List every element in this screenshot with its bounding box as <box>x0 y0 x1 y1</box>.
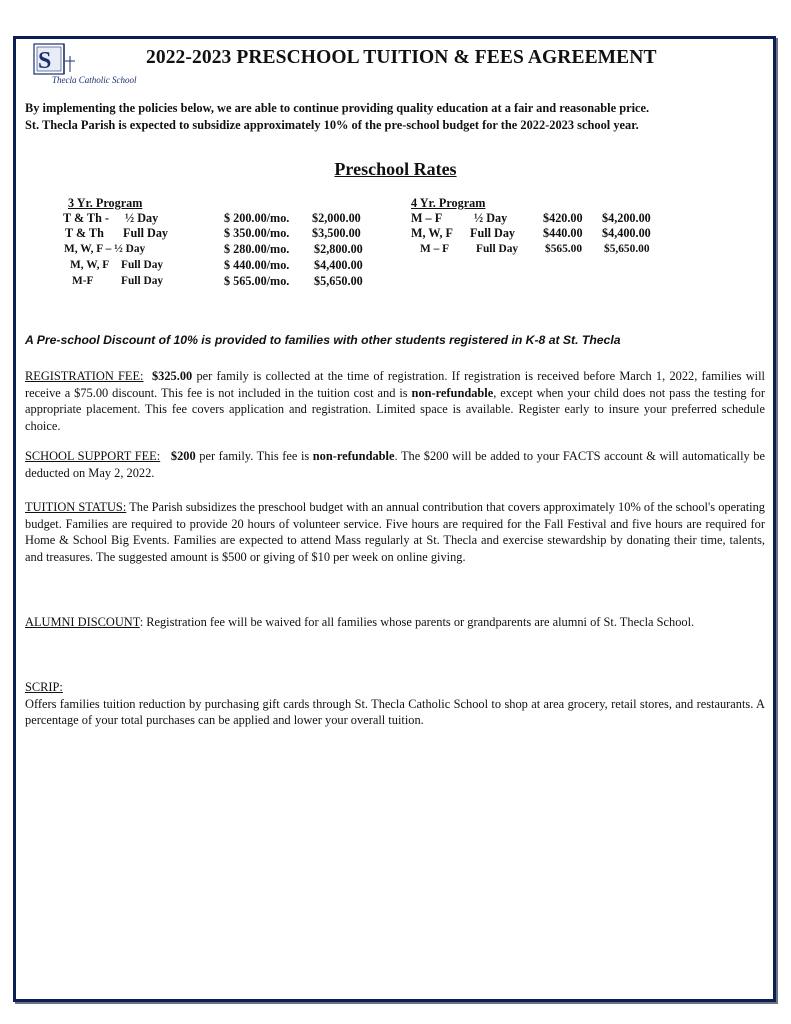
registration-fee-text: per family is collected at the time of registration. If registration is received before March 1, 2022, families will receive a $75.00 discount. This fee is not included in the tuition cost and is <box>25 369 765 400</box>
rate-days: M-F <box>72 275 94 287</box>
rate-total: $4,400.00 <box>602 226 651 240</box>
school-support-fee-section <box>25 448 765 481</box>
scrip-heading: SCRIP: <box>25 680 63 694</box>
rate-session: Full Day <box>123 226 169 240</box>
rate-total: $2,000.00 <box>312 211 361 225</box>
school-logo <box>30 42 136 92</box>
rate-days: T & Th <box>65 226 104 240</box>
tuition-status-text: The Parish subsidizes the preschool budget with an annual contribution that covers approximately 10% of the school's operating budget. Families are required to provide 20 hours of volunteer service. Five hours are required for the Fall Festival and five hours are required for Home & School Big Events. Families are expected to attend Mass regularly at St. Thecla and exercise stewardship by donating their time, talents, and treasures. The suggested amount is $500 or giving of $10 per week on online giving. <box>25 500 765 564</box>
rate-total: $3,500.00 <box>312 226 361 240</box>
rate-total: $5,650.00 <box>314 274 363 288</box>
four-year-heading: 4 Yr. Program <box>411 196 486 210</box>
registration-fee-heading: REGISTRATION FEE: <box>25 369 144 383</box>
registration-fee-text-2: , except when your child does not pass the testing for appropriate placement. This fee covers application and registration. Limited space is available. Register early to insure your preferred schedule choice. <box>25 385 765 433</box>
alumni-discount-section <box>25 614 765 631</box>
school-support-fee-heading: SCHOOL SUPPORT FEE: <box>25 449 161 463</box>
school-support-fee-text-2: . The $200 will be added to your FACTS account & will automatically be deducted on May 2, 2022. <box>25 449 765 480</box>
scrip-text: Offers families tuition reduction by purchasing gift cards through St. Thecla Catholic School to shop at area grocery, retail stores, and restaurants. A percentage of your total purchases can be applied and lower your overall tuition. <box>25 696 765 727</box>
rate-monthly: $ 565.00/mo. <box>224 274 290 288</box>
rate-session: Full Day <box>476 243 519 255</box>
rate-monthly: $ 440.00/mo. <box>224 258 290 272</box>
rate-monthly: $420.00 <box>543 211 583 225</box>
rate-monthly: $565.00 <box>545 243 583 255</box>
registration-fee-amount: $325.00 <box>151 369 193 383</box>
registration-fee-section <box>25 368 765 434</box>
rate-monthly: $ 200.00/mo. <box>224 211 290 225</box>
tuition-status-section <box>25 499 765 565</box>
rates-heading: Preschool Rates <box>334 159 457 179</box>
rate-session: ½ Day <box>474 211 508 225</box>
school-support-fee-amount: $200 <box>170 449 196 463</box>
alumni-discount-text: : Registration fee will be waived for all families whose parents or grandparents are alumni of St. Thecla School. <box>139 615 695 629</box>
logo-caption: Thecla Catholic School <box>52 75 137 85</box>
registration-non-refundable: non-refundable <box>411 385 494 400</box>
school-support-fee-text: per family. This fee is <box>195 449 313 463</box>
rate-days: M – F <box>411 211 443 225</box>
rate-session: ½ Day <box>125 211 159 225</box>
svg-text:S: S <box>38 48 52 74</box>
rate-total: $4,400.00 <box>314 258 363 272</box>
rate-session: Full Day <box>470 226 516 240</box>
rate-session: Full Day <box>121 259 164 271</box>
rate-days: M – F <box>420 243 450 255</box>
rate-days: M, W, F <box>70 259 110 271</box>
page-title: 2022-2023 PRESCHOOL TUITION & FEES AGREEMENT <box>146 47 657 68</box>
tuition-status-heading: TUITION STATUS: <box>25 500 127 514</box>
rate-monthly: $ 280.00/mo. <box>224 242 290 256</box>
intro-line-1: By implementing the policies below, we are able to continue providing quality education at a fair and reasonable price. <box>25 101 650 115</box>
alumni-discount-heading: ALUMNI DISCOUNT <box>25 615 140 629</box>
rate-session: Full Day <box>121 275 164 287</box>
three-year-heading: 3 Yr. Program <box>68 196 143 210</box>
rate-monthly: $440.00 <box>543 226 583 240</box>
rate-days: M, W, F <box>411 226 453 240</box>
rate-days: M, W, F – ½ Day <box>64 243 146 255</box>
support-non-refundable: non-refundable <box>312 449 395 463</box>
rate-monthly: $ 350.00/mo. <box>224 226 290 240</box>
intro-line-2: St. Thecla Parish is expected to subsidize approximately 10% of the pre-school budget for the 2022-2023 school year. <box>25 117 639 132</box>
intro-text <box>25 100 770 133</box>
rate-total: $2,800.00 <box>314 242 363 256</box>
sibling-discount-note: A Pre-school Discount of 10% is provided to families with other students registered in K-8 at St. Thecla <box>25 333 621 347</box>
rate-total: $4,200.00 <box>602 211 651 225</box>
scrip-section <box>25 679 765 729</box>
rate-days: T & Th - <box>63 211 109 225</box>
rate-total: $5,650.00 <box>604 243 650 255</box>
